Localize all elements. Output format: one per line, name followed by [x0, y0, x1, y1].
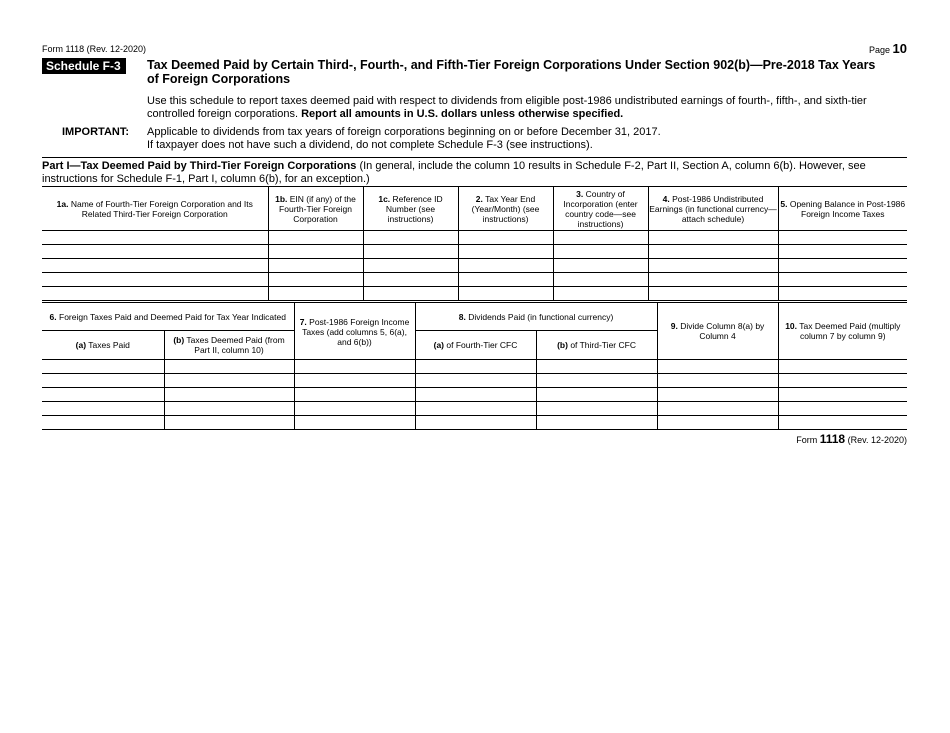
input-cell[interactable] [42, 259, 268, 273]
input-cell[interactable] [415, 360, 536, 374]
input-cell[interactable] [553, 231, 648, 245]
page-number [869, 41, 907, 56]
input-cell[interactable] [42, 287, 268, 301]
col-1a-header: 1a. Name of Fourth-Tier Foreign Corporation and Its Related Third-Tier Foreign Corporation [42, 187, 268, 231]
input-cell[interactable] [294, 388, 415, 402]
input-cell[interactable] [294, 360, 415, 374]
footer-revision: (Rev. 12-2020) [847, 435, 907, 445]
input-cell[interactable] [778, 231, 907, 245]
input-cell[interactable] [458, 273, 553, 287]
input-cell[interactable] [363, 287, 458, 301]
col-8-header: 8. Dividends Paid (in functional currency) [415, 303, 657, 331]
input-cell[interactable] [363, 231, 458, 245]
input-cell[interactable] [648, 287, 778, 301]
input-cell[interactable] [363, 273, 458, 287]
col-8b-header: (b) of Third-Tier CFC [536, 331, 657, 360]
table-row [42, 360, 907, 374]
input-cell[interactable] [536, 374, 657, 388]
col-2-header: 2. Tax Year End (Year/Month) (see instructions) [458, 187, 553, 231]
part-1-note: (In general, include the column 10 results in Schedule F-2, Part II, Section A, column 6(b). However, see instructions for Schedule F-1, Part I, column 6(b), for an exception.) [42, 160, 866, 185]
input-cell[interactable] [42, 231, 268, 245]
part-1-title: Part I—Tax Deemed Paid by Third-Tier Foreign Corporations [42, 160, 357, 172]
input-cell[interactable] [536, 388, 657, 402]
table-row [42, 388, 907, 402]
table-row [42, 273, 907, 287]
schedule-badge: Schedule F-3 [42, 58, 126, 74]
input-cell[interactable] [164, 402, 294, 416]
input-cell[interactable] [415, 416, 536, 430]
schedule-intro [147, 95, 887, 121]
input-cell[interactable] [42, 245, 268, 259]
input-cell[interactable] [657, 374, 778, 388]
input-cell[interactable] [268, 245, 363, 259]
input-cell[interactable] [657, 402, 778, 416]
input-cell[interactable] [536, 416, 657, 430]
input-cell[interactable] [42, 374, 164, 388]
footer-form-number: 1118 [819, 432, 846, 446]
col-4-header: 4. Post-1986 Undistributed Earnings (in functional currency—attach schedule) [648, 187, 778, 231]
input-cell[interactable] [415, 388, 536, 402]
table-row [42, 374, 907, 388]
col-10-header: 10. Tax Deemed Paid (multiply column 7 by column 9) [778, 303, 907, 360]
input-cell[interactable] [164, 388, 294, 402]
input-cell[interactable] [268, 287, 363, 301]
input-cell[interactable] [648, 259, 778, 273]
input-cell[interactable] [536, 402, 657, 416]
input-cell[interactable] [536, 360, 657, 374]
form-id: Form 1118 (Rev. 12-2020) [42, 44, 147, 54]
input-cell[interactable] [42, 416, 164, 430]
col-6a-header: (a) Taxes Paid [42, 331, 164, 360]
table-row [42, 287, 907, 301]
input-cell[interactable] [164, 374, 294, 388]
input-cell[interactable] [458, 287, 553, 301]
input-cell[interactable] [657, 360, 778, 374]
col-1c-header: 1c. Reference ID Number (see instructions) [363, 187, 458, 231]
input-cell[interactable] [42, 388, 164, 402]
part-1-table-bottom [42, 302, 907, 430]
input-cell[interactable] [648, 273, 778, 287]
table-row [42, 231, 907, 245]
input-cell[interactable] [458, 259, 553, 273]
footer-form-prefix: Form [796, 435, 818, 445]
input-cell[interactable] [42, 273, 268, 287]
part-divider [42, 157, 907, 158]
input-cell[interactable] [778, 245, 907, 259]
input-cell[interactable] [778, 388, 907, 402]
page-label: Page [868, 45, 891, 55]
input-cell[interactable] [778, 374, 907, 388]
page-number-value: 10 [892, 41, 907, 56]
input-cell[interactable] [778, 259, 907, 273]
input-cell[interactable] [458, 245, 553, 259]
input-cell[interactable] [553, 287, 648, 301]
input-cell[interactable] [268, 231, 363, 245]
input-cell[interactable] [553, 245, 648, 259]
important-line-1: Applicable to dividends from tax years of foreign corporations beginning on or before December 31, 2017. [147, 126, 661, 138]
input-cell[interactable] [553, 259, 648, 273]
col-6-header: 6. Foreign Taxes Paid and Deemed Paid for Tax Year Indicated [42, 303, 294, 331]
col-6b-header: (b) Taxes Deemed Paid (from Part II, column 10) [164, 331, 294, 360]
input-cell[interactable] [657, 416, 778, 430]
important-text [147, 126, 887, 152]
part-1-heading [42, 160, 907, 186]
input-cell[interactable] [778, 287, 907, 301]
input-cell[interactable] [778, 273, 907, 287]
table-row [42, 402, 907, 416]
input-cell[interactable] [294, 416, 415, 430]
col-7-header: 7. Post-1986 Foreign Income Taxes (add columns 5, 6(a), and 6(b)) [294, 303, 415, 360]
input-cell[interactable] [657, 388, 778, 402]
part-1-table-top [42, 186, 907, 301]
input-cell[interactable] [778, 402, 907, 416]
col-8a-header: (a) of Fourth-Tier CFC [415, 331, 536, 360]
input-cell[interactable] [458, 231, 553, 245]
input-cell[interactable] [268, 259, 363, 273]
input-cell[interactable] [363, 259, 458, 273]
input-cell[interactable] [363, 245, 458, 259]
input-cell[interactable] [294, 374, 415, 388]
input-cell[interactable] [164, 416, 294, 430]
col-3-header: 3. Country of Incorporation (enter country code—see instructions) [553, 187, 648, 231]
table-row [42, 416, 907, 430]
input-cell[interactable] [648, 231, 778, 245]
input-cell[interactable] [164, 360, 294, 374]
input-cell[interactable] [268, 273, 363, 287]
col-9-header: 9. Divide Column 8(a) by Column 4 [657, 303, 778, 360]
table-row [42, 259, 907, 273]
input-cell[interactable] [553, 273, 648, 287]
important-label: IMPORTANT: [62, 126, 130, 138]
schedule-title: Tax Deemed Paid by Certain Third-, Fourth-, and Fifth-Tier Foreign Corporations Under Section 902(b)—Pre-2018 Tax Years of Foreign Corporations [147, 58, 876, 86]
input-cell[interactable] [778, 416, 907, 430]
input-cell[interactable] [415, 402, 536, 416]
form-footer [796, 432, 907, 446]
input-cell[interactable] [42, 360, 164, 374]
intro-bold-text: Report all amounts in U.S. dollars unless otherwise specified. [301, 108, 624, 120]
col-1b-header: 1b. EIN (if any) of the Fourth-Tier Foreign Corporation [268, 187, 363, 231]
col-5-header: 5. Opening Balance in Post-1986 Foreign Income Taxes [778, 187, 907, 231]
important-line-2: If taxpayer does not have such a dividend, do not complete Schedule F-3 (see instructions). [147, 139, 593, 151]
input-cell[interactable] [42, 402, 164, 416]
input-cell[interactable] [415, 374, 536, 388]
input-cell[interactable] [648, 245, 778, 259]
table-row [42, 245, 907, 259]
intro-text: Use this schedule to report taxes deemed paid with respect to dividends from eligible post-1986 undistributed earnings of fourth-, fifth-, and sixth-tier controlled foreign corporations. [147, 95, 867, 120]
input-cell[interactable] [778, 360, 907, 374]
input-cell[interactable] [294, 402, 415, 416]
